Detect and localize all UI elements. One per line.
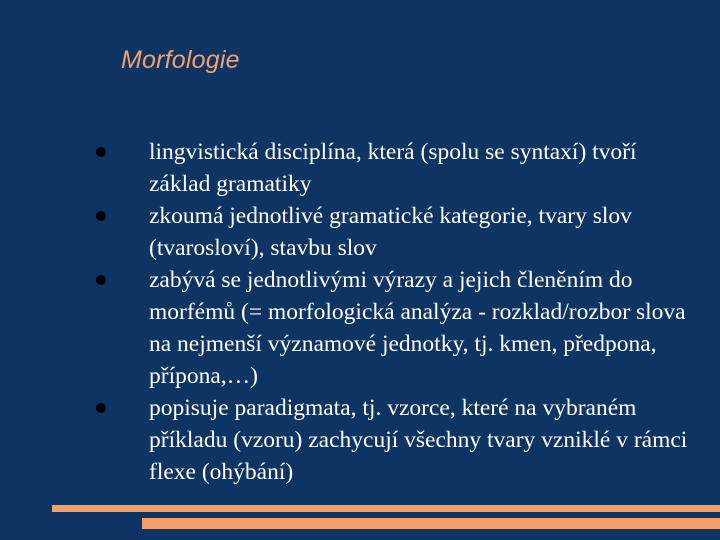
bullet-item <box>96 264 696 392</box>
bullet-item <box>96 136 696 200</box>
bullet-dot-icon <box>96 211 106 221</box>
bullet-text: zabývá se jednotlivými výrazy a jejich členěním do morfémů (= morfologická analýza - rozklad/rozbor slova na nejmenší významové jednotky, tj. kmen, předpona, přípona,…) <box>149 267 686 389</box>
slide-title: Morfologie <box>121 46 240 74</box>
decorative-bar-thin <box>52 505 720 512</box>
bullet-list <box>96 136 696 488</box>
decorative-bar-thick <box>142 518 720 529</box>
bullet-dot-icon <box>96 147 106 157</box>
bullet-text: lingvistická disciplína, která (spolu se syntaxí) tvoří základ gramatiky <box>149 139 637 197</box>
bullet-text: popisuje paradigmata, tj. vzorce, které na vybraném příkladu (vzoru) zachycují všechny tvary vzniklé v rámci flexe (ohýbání) <box>149 395 688 485</box>
bullet-dot-icon <box>96 403 106 413</box>
bullet-item <box>96 392 696 488</box>
bullet-text: zkoumá jednotlivé gramatické kategorie, tvary slov (tvarosloví), stavbu slov <box>149 203 632 261</box>
bullet-item <box>96 200 696 264</box>
bullet-dot-icon <box>96 275 106 285</box>
